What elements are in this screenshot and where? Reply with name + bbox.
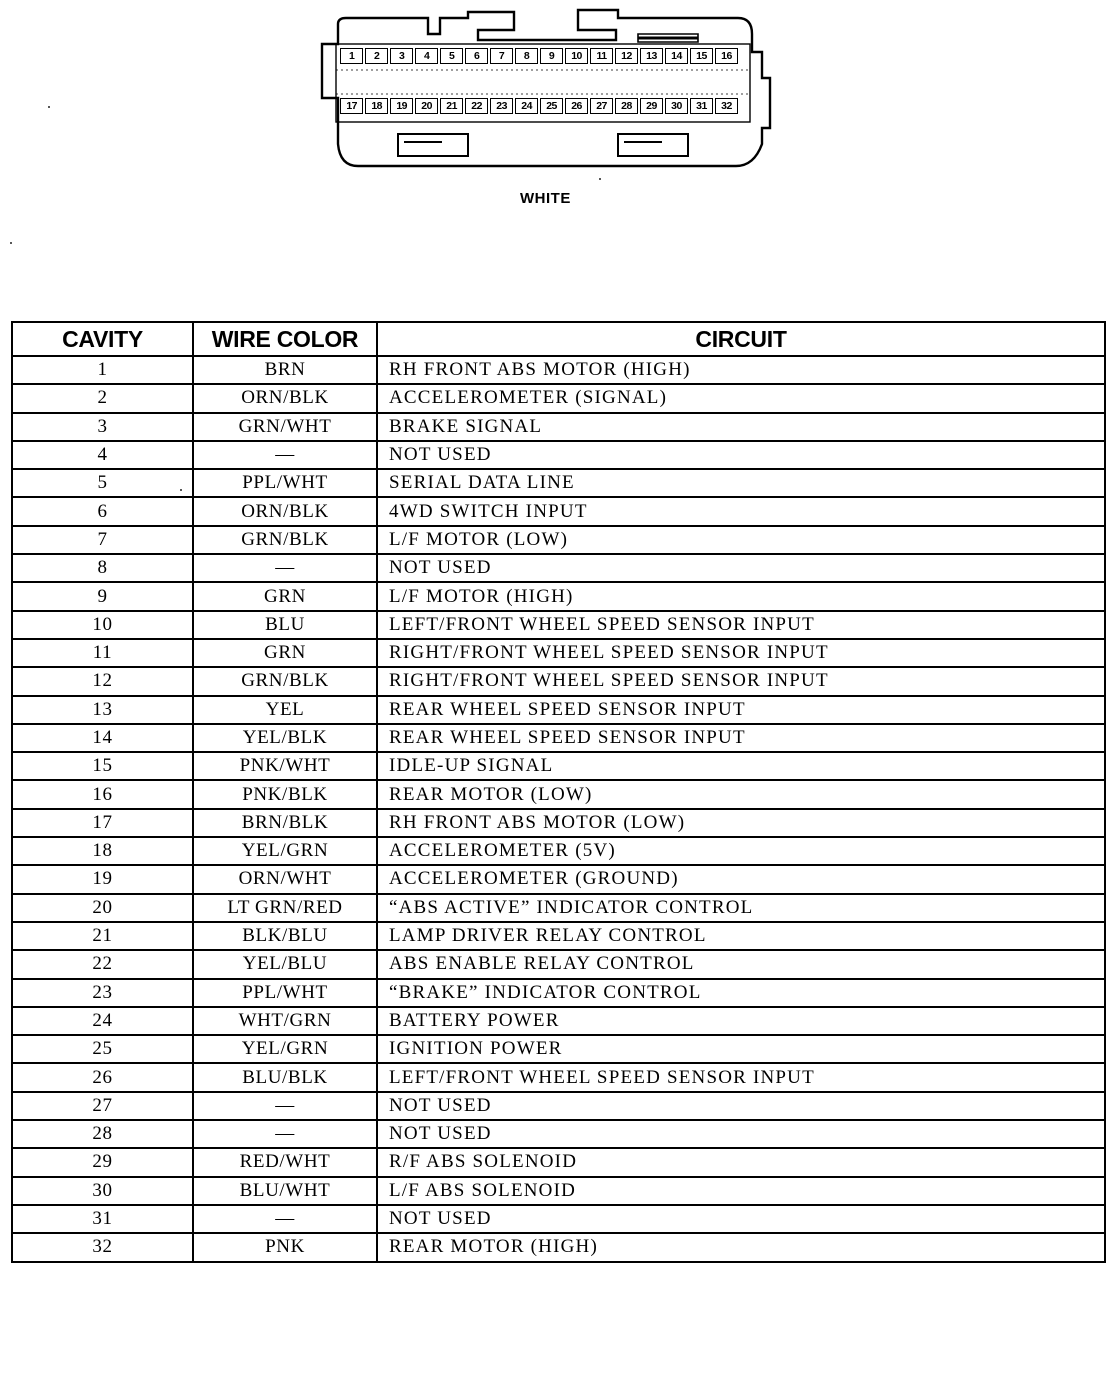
wire-color-cell: BLU/BLK (193, 1063, 377, 1091)
cavity-cell: 19 (12, 865, 193, 893)
table-row (12, 413, 1105, 441)
cavity-cell: 9 (12, 582, 193, 610)
circuit-cell: NOT USED (377, 1120, 1105, 1148)
circuit-cell: 4WD SWITCH INPUT (377, 497, 1105, 525)
wire-color-cell: GRN/BLK (193, 667, 377, 695)
connector-pin: 24 (515, 98, 538, 114)
circuit-cell: IGNITION POWER (377, 1035, 1105, 1063)
connector-pin: 22 (465, 98, 488, 114)
cavity-cell: 7 (12, 526, 193, 554)
cavity-cell: 20 (12, 894, 193, 922)
cavity-cell: 12 (12, 667, 193, 695)
connector-pin: 3 (390, 48, 413, 64)
table-row (12, 979, 1105, 1007)
wire-color-cell: YEL/BLK (193, 724, 377, 752)
connector-pin: 9 (540, 48, 563, 64)
wire-color-cell: BLK/BLU (193, 922, 377, 950)
pinout-table (11, 321, 1106, 1263)
cavity-cell: 3 (12, 413, 193, 441)
connector-pin: 1 (340, 48, 363, 64)
table-row (12, 667, 1105, 695)
table-row (12, 865, 1105, 893)
circuit-cell: BRAKE SIGNAL (377, 413, 1105, 441)
circuit-cell: LEFT/FRONT WHEEL SPEED SENSOR INPUT (377, 1063, 1105, 1091)
cavity-cell: 10 (12, 611, 193, 639)
circuit-cell: NOT USED (377, 554, 1105, 582)
connector-pin: 29 (640, 98, 663, 114)
connector-diagram (318, 4, 774, 176)
wire-color-cell: PPL/WHT (193, 979, 377, 1007)
cavity-cell: 1 (12, 356, 193, 384)
wire-color-cell: RED/WHT (193, 1148, 377, 1176)
cavity-cell: 13 (12, 696, 193, 724)
circuit-cell: REAR WHEEL SPEED SENSOR INPUT (377, 724, 1105, 752)
cavity-cell: 18 (12, 837, 193, 865)
pin-row-bottom (340, 98, 740, 114)
connector-pin: 27 (590, 98, 613, 114)
wire-color-cell: ORN/BLK (193, 384, 377, 412)
wire-color-cell: YEL/BLU (193, 950, 377, 978)
table-header-row (12, 322, 1105, 356)
table-row (12, 837, 1105, 865)
cavity-cell: 15 (12, 752, 193, 780)
wire-color-cell: YEL/GRN (193, 1035, 377, 1063)
circuit-cell: RIGHT/FRONT WHEEL SPEED SENSOR INPUT (377, 667, 1105, 695)
table-row (12, 922, 1105, 950)
scan-speck (599, 178, 601, 180)
wire-color-cell: ORN/WHT (193, 865, 377, 893)
wire-color-cell: BRN (193, 356, 377, 384)
scan-speck (10, 242, 12, 244)
wire-color-cell: BLU (193, 611, 377, 639)
circuit-cell: IDLE-UP SIGNAL (377, 752, 1105, 780)
connector-pin: 2 (365, 48, 388, 64)
wire-color-cell: PNK/BLK (193, 780, 377, 808)
cavity-cell: 21 (12, 922, 193, 950)
wire-color-cell: YEL (193, 696, 377, 724)
connector-pin: 11 (590, 48, 613, 64)
connector-pin: 20 (415, 98, 438, 114)
cavity-cell: 22 (12, 950, 193, 978)
cavity-cell: 32 (12, 1233, 193, 1261)
table-row (12, 469, 1105, 497)
cavity-cell: 2 (12, 384, 193, 412)
connector-pin: 6 (465, 48, 488, 64)
table-row (12, 724, 1105, 752)
connector-pin: 28 (615, 98, 638, 114)
wire-color-cell: — (193, 441, 377, 469)
circuit-cell: NOT USED (377, 1205, 1105, 1233)
connector-pin: 21 (440, 98, 463, 114)
scan-speck (48, 106, 50, 108)
connector-pin: 14 (665, 48, 688, 64)
connector-pin: 31 (690, 98, 713, 114)
table-row (12, 526, 1105, 554)
connector-pin: 7 (490, 48, 513, 64)
table-row (12, 441, 1105, 469)
cavity-cell: 27 (12, 1092, 193, 1120)
cavity-cell: 31 (12, 1205, 193, 1233)
cavity-cell: 26 (12, 1063, 193, 1091)
header-circuit: CIRCUIT (377, 322, 1105, 356)
circuit-cell: NOT USED (377, 441, 1105, 469)
circuit-cell: BATTERY POWER (377, 1007, 1105, 1035)
connector-pin: 13 (640, 48, 663, 64)
connector-pin: 19 (390, 98, 413, 114)
cavity-cell: 11 (12, 639, 193, 667)
table-row (12, 582, 1105, 610)
circuit-cell: ACCELEROMETER (GROUND) (377, 865, 1105, 893)
circuit-cell: ACCELEROMETER (SIGNAL) (377, 384, 1105, 412)
circuit-cell: NOT USED (377, 1092, 1105, 1120)
cavity-cell: 23 (12, 979, 193, 1007)
circuit-cell: “ABS ACTIVE” INDICATOR CONTROL (377, 894, 1105, 922)
connector-pin: 18 (365, 98, 388, 114)
table-row (12, 1120, 1105, 1148)
table-row (12, 497, 1105, 525)
connector-color-label: WHITE (520, 190, 571, 207)
circuit-cell: RH FRONT ABS MOTOR (LOW) (377, 809, 1105, 837)
circuit-cell: LEFT/FRONT WHEEL SPEED SENSOR INPUT (377, 611, 1105, 639)
table-row (12, 696, 1105, 724)
cavity-cell: 16 (12, 780, 193, 808)
circuit-cell: REAR WHEEL SPEED SENSOR INPUT (377, 696, 1105, 724)
circuit-cell: RIGHT/FRONT WHEEL SPEED SENSOR INPUT (377, 639, 1105, 667)
table-row (12, 752, 1105, 780)
wire-color-cell: YEL/GRN (193, 837, 377, 865)
connector-pin: 15 (690, 48, 713, 64)
cavity-cell: 4 (12, 441, 193, 469)
table-row (12, 894, 1105, 922)
table-row (12, 950, 1105, 978)
connector-pin: 4 (415, 48, 438, 64)
wire-color-cell: GRN (193, 582, 377, 610)
circuit-cell: SERIAL DATA LINE (377, 469, 1105, 497)
cavity-cell: 30 (12, 1177, 193, 1205)
wire-color-cell: PNK/WHT (193, 752, 377, 780)
connector-pin: 8 (515, 48, 538, 64)
cavity-cell: 24 (12, 1007, 193, 1035)
wire-color-cell: PPL/WHT (193, 469, 377, 497)
table-body (12, 356, 1105, 1262)
wire-color-cell: LT GRN/RED (193, 894, 377, 922)
wire-color-cell: — (193, 554, 377, 582)
cavity-cell: 29 (12, 1148, 193, 1176)
table-row (12, 1233, 1105, 1261)
circuit-cell: ABS ENABLE RELAY CONTROL (377, 950, 1105, 978)
connector-pin: 25 (540, 98, 563, 114)
wire-color-cell: GRN/WHT (193, 413, 377, 441)
header-cavity: CAVITY (12, 322, 193, 356)
cavity-cell: 17 (12, 809, 193, 837)
cavity-cell: 14 (12, 724, 193, 752)
connector-pin: 30 (665, 98, 688, 114)
table-row (12, 356, 1105, 384)
wire-color-cell: — (193, 1120, 377, 1148)
cavity-cell: 6 (12, 497, 193, 525)
table-row (12, 1148, 1105, 1176)
circuit-cell: R/F ABS SOLENOID (377, 1148, 1105, 1176)
wire-color-cell: — (193, 1205, 377, 1233)
connector-pin: 23 (490, 98, 513, 114)
table-row (12, 611, 1105, 639)
table-row (12, 1092, 1105, 1120)
table-row (12, 780, 1105, 808)
connector-pin: 32 (715, 98, 738, 114)
table-row (12, 1007, 1105, 1035)
wire-color-cell: — (193, 1092, 377, 1120)
connector-pin: 10 (565, 48, 588, 64)
wire-color-cell: GRN/BLK (193, 526, 377, 554)
table-row (12, 1205, 1105, 1233)
table-row (12, 1177, 1105, 1205)
circuit-cell: L/F ABS SOLENOID (377, 1177, 1105, 1205)
circuit-cell: L/F MOTOR (LOW) (377, 526, 1105, 554)
circuit-cell: RH FRONT ABS MOTOR (HIGH) (377, 356, 1105, 384)
cavity-cell: 25 (12, 1035, 193, 1063)
connector-pin: 16 (715, 48, 738, 64)
connector-outline (318, 4, 774, 176)
header-wire-color: WIRE COLOR (193, 322, 377, 356)
wire-color-cell: WHT/GRN (193, 1007, 377, 1035)
circuit-cell: REAR MOTOR (HIGH) (377, 1233, 1105, 1261)
table-row (12, 639, 1105, 667)
circuit-cell: REAR MOTOR (LOW) (377, 780, 1105, 808)
table-row (12, 384, 1105, 412)
cavity-cell: 5 (12, 469, 193, 497)
circuit-cell: ACCELEROMETER (5V) (377, 837, 1105, 865)
connector-pin: 26 (565, 98, 588, 114)
wire-color-cell: ORN/BLK (193, 497, 377, 525)
table-row (12, 1063, 1105, 1091)
table-row (12, 809, 1105, 837)
connector-pin: 17 (340, 98, 363, 114)
cavity-cell: 8 (12, 554, 193, 582)
circuit-cell: “BRAKE” INDICATOR CONTROL (377, 979, 1105, 1007)
circuit-cell: L/F MOTOR (HIGH) (377, 582, 1105, 610)
wire-color-cell: PNK (193, 1233, 377, 1261)
table-row (12, 1035, 1105, 1063)
wire-color-cell: BRN/BLK (193, 809, 377, 837)
connector-pin: 5 (440, 48, 463, 64)
circuit-cell: LAMP DRIVER RELAY CONTROL (377, 922, 1105, 950)
cavity-cell: 28 (12, 1120, 193, 1148)
table-row (12, 554, 1105, 582)
connector-pin: 12 (615, 48, 638, 64)
wire-color-cell: GRN (193, 639, 377, 667)
pin-row-top (340, 48, 740, 64)
wire-color-cell: BLU/WHT (193, 1177, 377, 1205)
